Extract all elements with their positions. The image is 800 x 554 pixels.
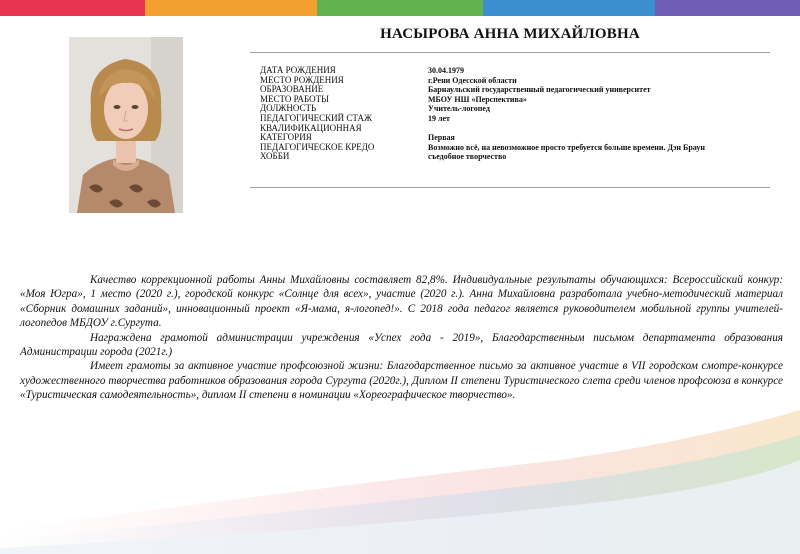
info-value: Учитель-логопед <box>428 104 490 114</box>
info-value: Возможно всё, на невозможное просто требуется больше времени. Дэн Браун <box>428 142 705 152</box>
person-name: НАСЫРОВА АННА МИХАЙЛОВНА <box>380 26 640 42</box>
info-label: ОБРАЗОВАНИЕ <box>260 84 324 95</box>
info-value: 30.04.1979 <box>428 66 464 75</box>
info-row <box>260 124 770 134</box>
color-stripe-bar <box>0 0 800 16</box>
description-paragraph: Качество коррекционной работы Анны Михайловны составляет 82,8%. Индивидуальные результаты обучающихся: Всероссийский конкур: «Моя Югра», 1 место (2020 г.), городской конкурс «Солнце для всех», участие (2020 г.). Анна Михайловна разработала учебно-методический материал «Сборник домашних заданий», инновационный проект «Я-мама, я-логопед!». С 2018 года педагог является руководителем мобильной группы учителей-логопедов МБДОУ г.Сургута. <box>20 274 783 330</box>
bottom-divider <box>250 187 770 188</box>
info-label: ХОББИ <box>260 151 290 162</box>
info-row <box>260 143 770 153</box>
info-label: ДОЛЖНОСТЬ <box>260 103 317 114</box>
info-value: г.Рени Одесской области <box>428 75 517 85</box>
top-divider <box>250 52 770 53</box>
info-label: МЕСТО РАБОТЫ <box>260 93 329 104</box>
decorative-waves <box>0 380 800 554</box>
color-stripe <box>317 0 483 16</box>
color-stripe <box>483 0 655 16</box>
color-stripe <box>655 0 800 16</box>
info-row <box>260 152 770 162</box>
info-label: ПЕДАГОГИЧЕСКОЕ КРЕДО <box>260 141 375 152</box>
info-label: КАТЕГОРИЯ <box>260 132 312 143</box>
info-label: ПЕДАГОГИЧЕСКИЙ СТАЖ <box>260 112 373 123</box>
info-row <box>260 95 770 105</box>
info-value: Первая <box>428 133 455 143</box>
info-label: МЕСТО РОЖДЕНИЯ <box>260 74 344 85</box>
color-stripe <box>145 0 317 16</box>
info-value <box>428 124 770 134</box>
info-label: ДАТА РОЖДЕНИЯ <box>260 65 336 75</box>
info-row <box>260 76 770 86</box>
info-value: съедобное творчество <box>428 152 507 162</box>
description-paragraph: Имеет грамоты за активное участие профсоюзной жизни: Благодарственное письмо за активное участие в VII городском смотре-конкурсе художественного творчества работников образования города Сургута (2020г.), Диплом II степени Туристического слета среди членов профсоюза в конкурсе «Туристическая самодеятельность», диплом II степени в номинации «Хореографическое творчество». <box>20 360 783 402</box>
info-label: КВАЛИФИКАЦИОННАЯ <box>260 122 362 133</box>
description-paragraph: Награждена грамотой администрации учреждения «Успех года - 2019», Благодарственным письмом департамента образования Администрации города (2021г.) <box>20 331 783 359</box>
description-text <box>20 273 783 403</box>
profile-info-table <box>260 66 770 162</box>
info-value: Барнаульский государственный педагогический университет <box>428 85 651 95</box>
portrait-photo <box>69 37 183 213</box>
info-value: МБОУ НШ «Перспектива» <box>428 94 527 104</box>
color-stripe <box>0 0 145 16</box>
info-value: 19 лет <box>428 113 450 123</box>
info-row <box>260 85 770 95</box>
